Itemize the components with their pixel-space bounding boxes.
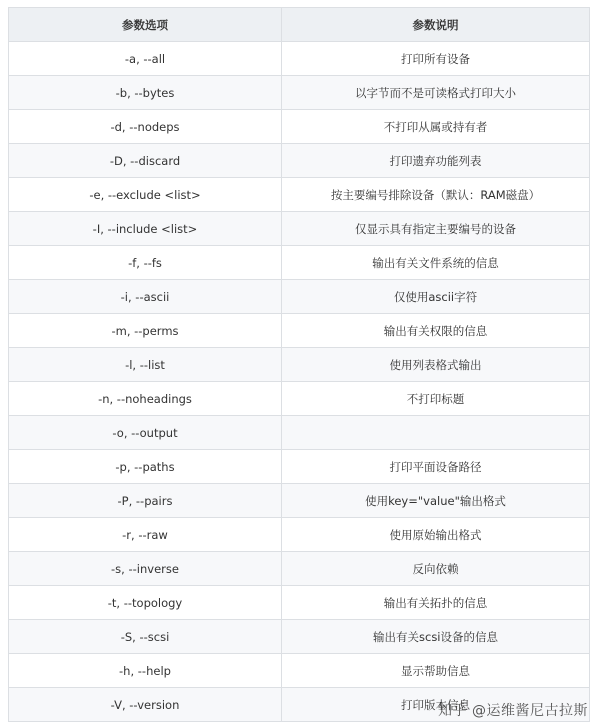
table-row <box>9 586 590 620</box>
option-cell: -D, --discard <box>9 144 282 178</box>
description-cell: 显示帮助信息 <box>282 654 590 688</box>
description-cell: 以字节而不是可读格式打印大小 <box>282 76 590 110</box>
option-cell: -o, --output <box>9 416 282 450</box>
option-cell: -s, --inverse <box>9 552 282 586</box>
option-cell: -d, --nodeps <box>9 110 282 144</box>
description-cell: 输出有关scsi设备的信息 <box>282 620 590 654</box>
option-cell: -a, --all <box>9 42 282 76</box>
watermark: 知乎 @运维酱尼古拉斯 <box>438 703 588 719</box>
table-row <box>9 314 590 348</box>
option-cell: -e, --exclude <list> <box>9 178 282 212</box>
description-cell: 不打印标题 <box>282 382 590 416</box>
table-row <box>9 76 590 110</box>
table-row <box>9 246 590 280</box>
header-description: 参数说明 <box>282 8 590 42</box>
table-row <box>9 280 590 314</box>
option-cell: -m, --perms <box>9 314 282 348</box>
option-cell: -P, --pairs <box>9 484 282 518</box>
option-cell: -f, --fs <box>9 246 282 280</box>
option-cell: -p, --paths <box>9 450 282 484</box>
description-cell: 输出有关拓扑的信息 <box>282 586 590 620</box>
option-cell: -t, --topology <box>9 586 282 620</box>
description-cell: 使用key="value"输出格式 <box>282 484 590 518</box>
table-row <box>9 382 590 416</box>
table-row <box>9 552 590 586</box>
description-cell <box>282 416 590 450</box>
table-row <box>9 416 590 450</box>
description-cell: 反向依赖 <box>282 552 590 586</box>
table-row <box>9 450 590 484</box>
table-row <box>9 110 590 144</box>
table-row <box>9 212 590 246</box>
description-cell: 打印平面设备路径 <box>282 450 590 484</box>
description-cell: 仅使用ascii字符 <box>282 280 590 314</box>
option-cell: -i, --ascii <box>9 280 282 314</box>
option-cell: -l, --list <box>9 348 282 382</box>
option-cell: -n, --noheadings <box>9 382 282 416</box>
option-cell: -r, --raw <box>9 518 282 552</box>
option-cell: -V, --version <box>9 688 282 722</box>
header-option: 参数选项 <box>9 8 282 42</box>
option-cell: -S, --scsi <box>9 620 282 654</box>
table-row <box>9 518 590 552</box>
description-cell: 使用列表格式输出 <box>282 348 590 382</box>
table-row <box>9 620 590 654</box>
description-cell: 打印遗弃功能列表 <box>282 144 590 178</box>
table-row <box>9 144 590 178</box>
table-header-row <box>9 8 590 42</box>
description-cell: 不打印从属或持有者 <box>282 110 590 144</box>
description-cell: 打印版本信息 <box>282 688 590 722</box>
description-cell: 按主要编号排除设备（默认：RAM磁盘） <box>282 178 590 212</box>
table-row <box>9 178 590 212</box>
table-row <box>9 42 590 76</box>
description-cell: 使用原始输出格式 <box>282 518 590 552</box>
option-cell: -I, --include <list> <box>9 212 282 246</box>
description-cell: 仅显示具有指定主要编号的设备 <box>282 212 590 246</box>
parameters-table <box>8 7 590 722</box>
option-cell: -b, --bytes <box>9 76 282 110</box>
table-row <box>9 484 590 518</box>
table-row <box>9 654 590 688</box>
description-cell: 打印所有设备 <box>282 42 590 76</box>
option-cell: -h, --help <box>9 654 282 688</box>
description-cell: 输出有关权限的信息 <box>282 314 590 348</box>
table-row <box>9 348 590 382</box>
description-cell: 输出有关文件系统的信息 <box>282 246 590 280</box>
